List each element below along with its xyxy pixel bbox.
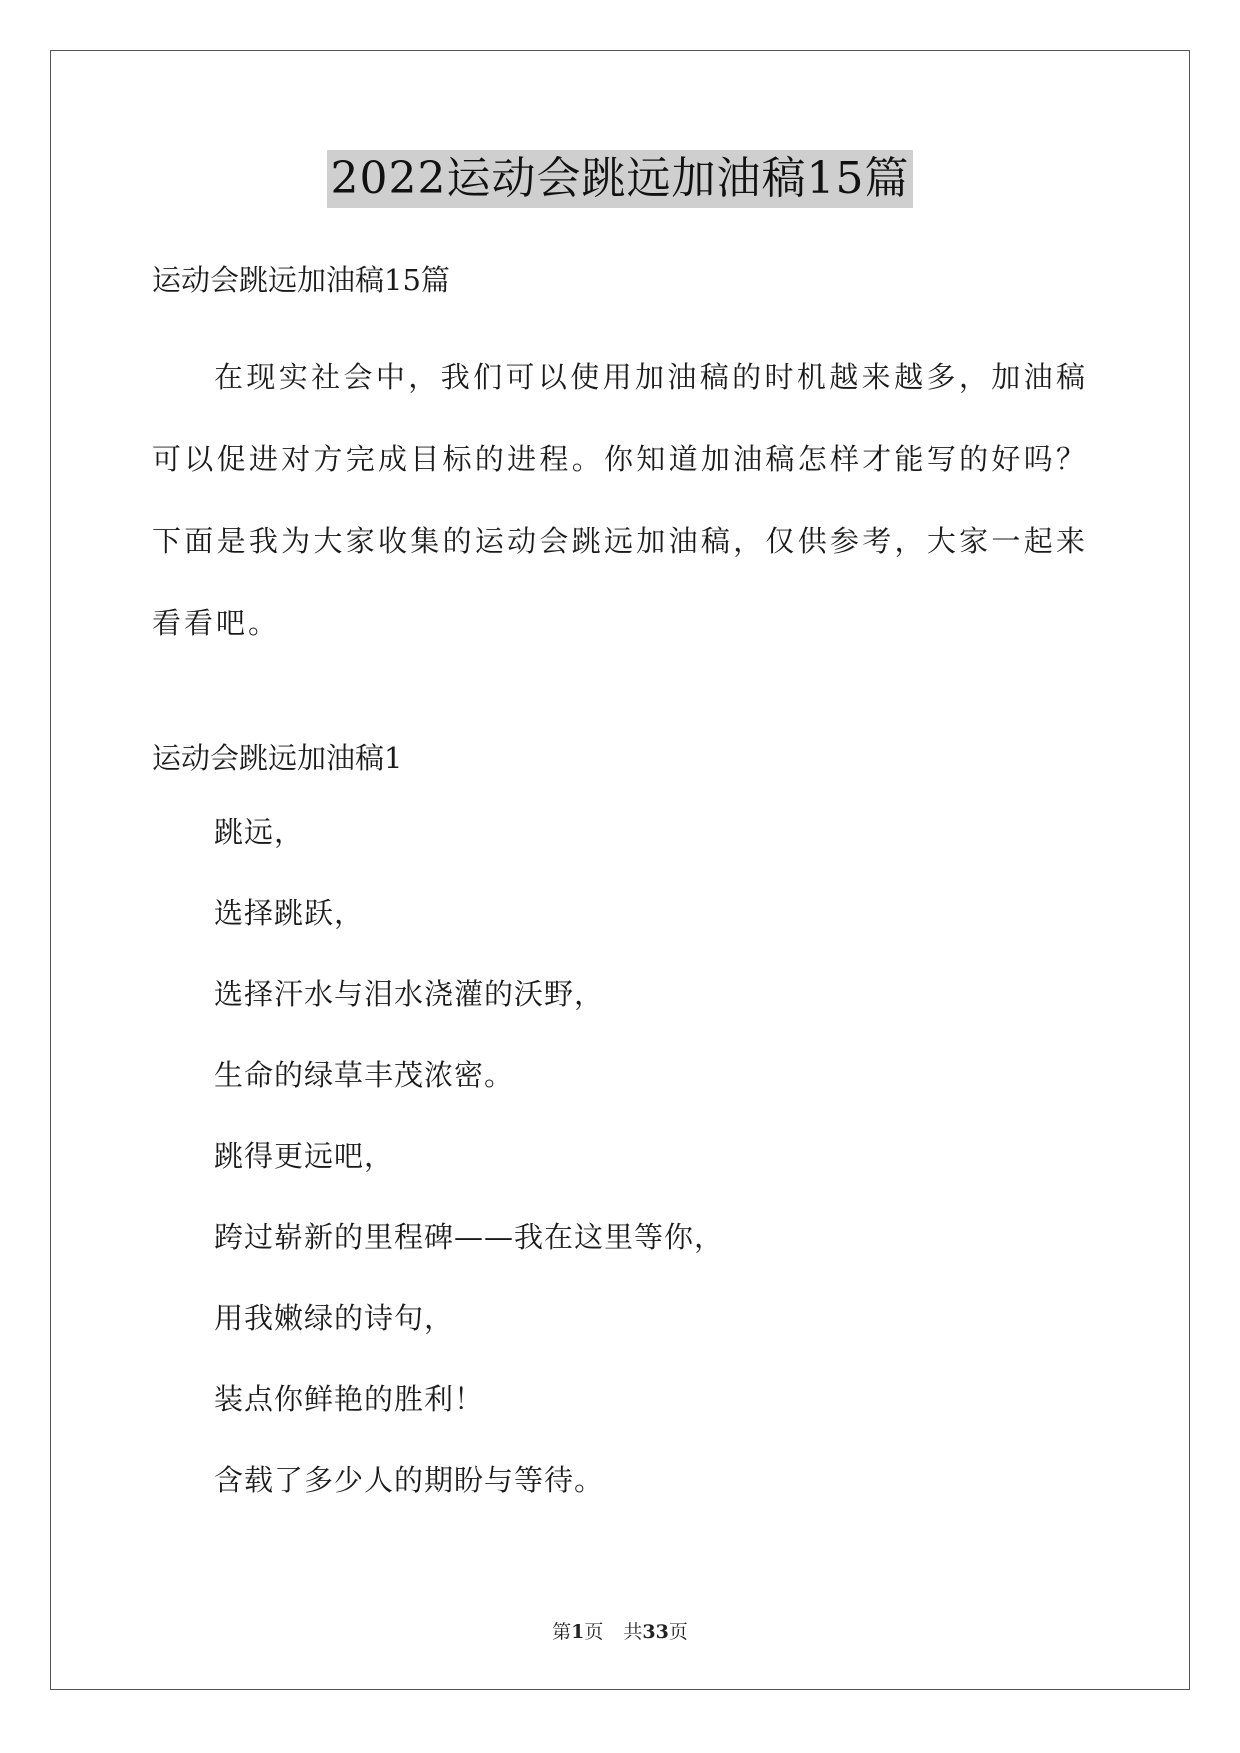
poem-line: 选择汗水与泪水浇灌的沃野，: [214, 977, 605, 1011]
poem-line: 选择跳跃，: [214, 896, 365, 930]
poem-line: 跳得更远吧，: [214, 1139, 395, 1173]
poem-line: 含载了多少人的期盼与等待。: [214, 1463, 605, 1497]
page-number: 1: [571, 1621, 585, 1643]
page-suffix: 页: [584, 1621, 604, 1643]
poem-line: 生命的绿草丰茂浓密。: [214, 1058, 515, 1092]
title-container: [0, 150, 1240, 208]
intro-paragraph: 在现实社会中，我们可以使用加油稿的时机越来越多，加油稿可以促进对方完成目标的进程。你知道加油稿怎样才能写的好吗？下面是我为大家收集的运动会跳远加油稿，仅供参考，大家一起来看看吧。: [152, 360, 1088, 640]
total-pages: 33: [642, 1621, 669, 1643]
section-heading: 运动会跳远加油稿1: [152, 741, 403, 775]
poem: [152, 810, 1088, 1502]
total-prefix: 共: [623, 1621, 643, 1643]
document-subtitle: 运动会跳远加油稿15篇: [152, 263, 450, 297]
document-title: 2022运动会跳远加油稿15篇: [327, 150, 914, 208]
page-footer: [0, 1617, 1240, 1644]
total-suffix: 页: [668, 1621, 688, 1643]
poem-line: 跳远，: [214, 815, 305, 849]
poem-line: 用我嫩绿的诗句，: [214, 1301, 455, 1335]
page-prefix: 第: [552, 1621, 572, 1643]
document-body: [152, 258, 1088, 1539]
poem-line: 装点你鲜艳的胜利！: [214, 1382, 485, 1416]
poem-line: 跨过崭新的里程碑——我在这里等你，: [214, 1220, 725, 1254]
